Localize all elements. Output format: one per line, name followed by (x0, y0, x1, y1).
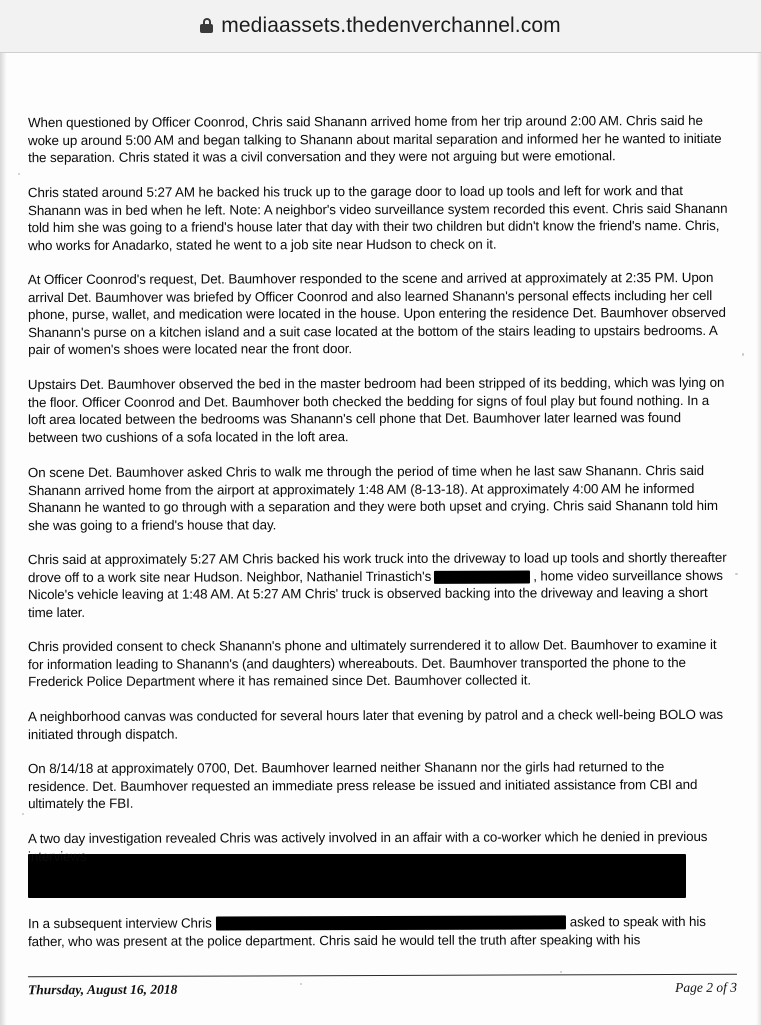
paragraph-6: Chris provided consent to check Shanann's phone and ultimately surrendered it to allow Det. Baumhover to examine it for information leading to Shanann's (and daughters) whereabouts. Det. Baumhover transported the phone to the Frederick Police Department where it has remained since Det. Baumhover collected it. (27, 637, 717, 690)
paragraph-trinastich-before: Chris said at approximately 5:27 AM Chris backed his work truck into the driveway to load up tools and shortly thereafter drove off to a work site near Hudson. Neighbor, Nathaniel Trinastich's (27, 549, 727, 585)
redaction-bar-inline-2 (216, 916, 566, 931)
browser-url-bar[interactable] (0, 0, 761, 53)
document-footer (28, 974, 737, 998)
paragraph-2: Chris stated around 5:27 AM he backed his truck up to the garage door to load up tools and left for work and that Shanann was in bed when he left. Note: A neighbor's video surveillance system recorded this event. Chris said Shanann told him she was going to a friend's house later that day with their two children but didn't know the friend's name. Chris, who works for Anadarko, stated he went to a job site near Hudson to check on it. (27, 182, 728, 253)
paragraph-last-after: asked to speak with his father, who was present at the police department. Chris said he would tell the truth after speaking with his (28, 914, 706, 949)
paragraph-trinastich-after: , home video surveillance shows Nicole's vehicle leaving at 1:48 AM. At 5:27 AM Chris' truck is observed backing into the driveway and leaving a short time later. (28, 567, 723, 620)
document-text-body (28, 113, 728, 966)
paragraph-3: At Officer Coonrod's request, Det. Baumhover responded to the scene and arrived at approximately at 2:35 PM. Upon arrival Det. Baumhover was briefed by Officer Coonrod and also learned Shanann's personal effects including her cell phone, purse, wallet, and medication were located in the house. Upon entering the residence Det. Baumhover observed Shanann's purse on a kitchen island and a suit case located at the bottom of the stairs leading to upstairs bedrooms. A pair of women's shoes were located near the front door. (27, 270, 726, 358)
redaction-bar-inline (434, 570, 530, 583)
footer-date: Thursday, August 16, 2018 (27, 981, 178, 998)
url-bar-content[interactable] (200, 14, 560, 38)
paragraph-1: When questioned by Officer Coonrod, Chris said Shanann arrived home from her trip around 2:00 AM. Chris said he woke up around 5:00 AM and began talking to Shanann about marital separation and informed her he wanted to initiate the separation. Chris stated it was a civil conversation and they were not arguing but were emotional. (27, 112, 722, 166)
lock-icon (200, 18, 213, 34)
paragraph-last (28, 913, 728, 950)
footer-page-number: Page 2 of 3 (675, 979, 738, 995)
paragraph-8: On 8/14/18 at approximately 0700, Det. Baumhover learned neither Shanann nor the girls had returned to the residence. Det. Baumhover requested an immediate press release be issued and initiated assistance from CBI and ultimately the FBI. (27, 759, 698, 812)
url-text: mediaassets.thedenverchannel.com (221, 14, 561, 37)
paragraph-7: A neighborhood canvas was conducted for several hours later that evening by patrol and a check well-being BOLO was initiated through dispatch. (27, 706, 724, 742)
paragraph-4: Upstairs Det. Baumhover observed the bed in the master bedroom had been stripped of its bedding, which was lying on the floor. Officer Coonrod and Det. Baumhover both checked the bedding for signs of foul play but found nothing. In a loft area located between the bedrooms was Shanann's cell phone that Det. Baumhover later learned was found between two cushions of a sofa located in the loft area. (27, 375, 725, 446)
paragraph-affair: A two day investigation revealed Chris was actively involved in an affair with a co-worker which he denied in previous interviews (27, 828, 708, 864)
paragraph-5: On scene Det. Baumhover asked Chris to walk me through the period of time when he last saw Shanann. Chris said Shanann arrived home from the airport at approximately 1:48 AM (8-13-18). At approximately 4:00 AM he informed Shanann he wanted to go through with a separation and they were both upset and crying. Chris said Shanann told him she was going to a friend's house that day. (27, 462, 718, 533)
scanned-document-page (0, 53, 761, 1025)
paragraph-trinastich (28, 549, 728, 622)
paragraph-last-before: In a subsequent interview Chris (27, 915, 212, 932)
